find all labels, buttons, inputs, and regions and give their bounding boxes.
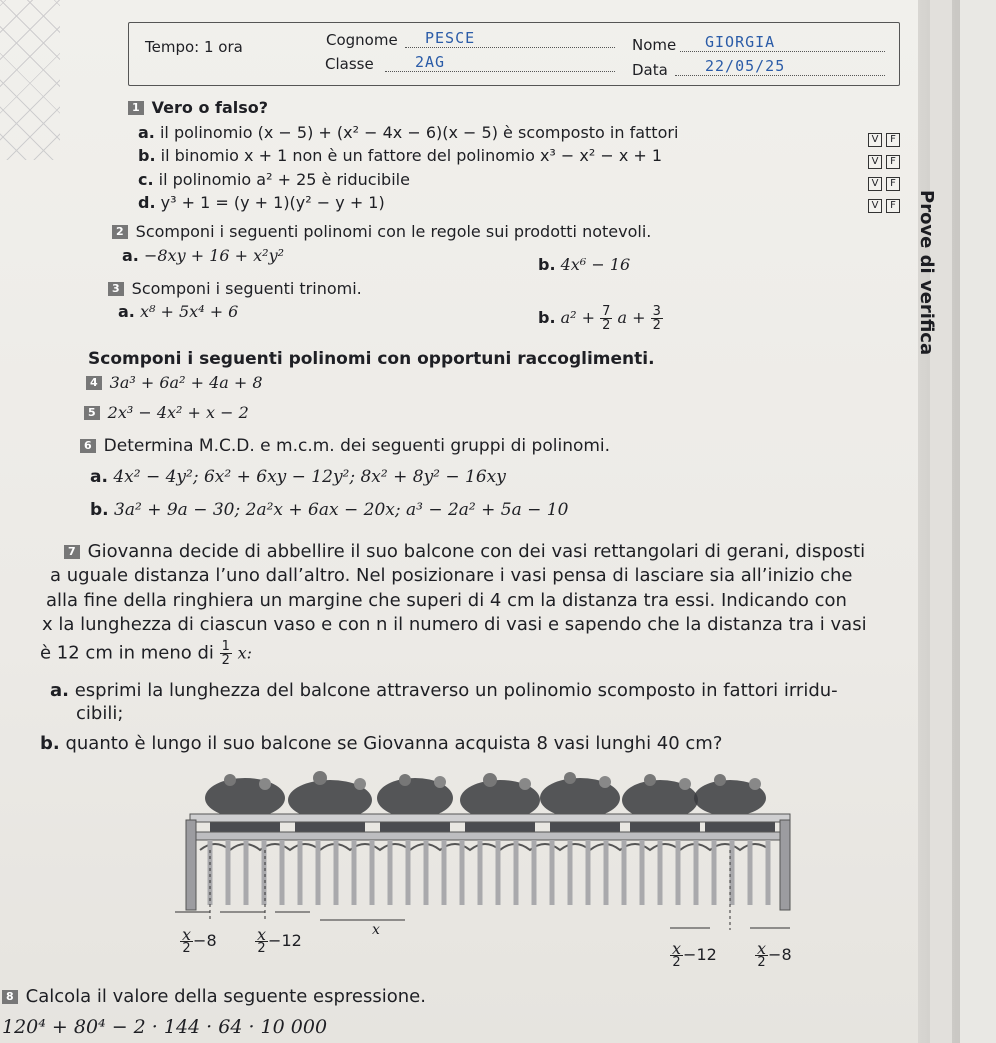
ex1-item-b	[138, 146, 662, 165]
ex7-frac-den: 2	[221, 653, 230, 668]
dim-label-5-den: 2	[757, 955, 766, 970]
ex4-number: 4	[86, 376, 102, 390]
dim-label-4-post: −12	[683, 945, 717, 964]
ex5-number: 5	[84, 406, 100, 420]
cognome-label: Cognome	[326, 31, 398, 49]
ex7-line1-text: Giovanna decide di abbellire il suo balcone con dei vasi rettangolari di gerani, disposti	[87, 541, 866, 562]
ex7-frac	[220, 640, 232, 667]
ex2-title-text: Scomponi i seguenti polinomi con le regole sui prodotti notevoli.	[135, 222, 652, 241]
ex2-b	[538, 255, 630, 274]
ex7-a-line2: cibili;	[76, 703, 124, 724]
ex3-b	[538, 305, 663, 332]
dim-label-4-den: 2	[672, 955, 681, 970]
ex6-title-text: Determina M.C.D. e m.c.m. dei seguenti gruppi di polinomi.	[103, 436, 611, 456]
ex2-title	[112, 222, 651, 241]
dim-label-5-post: −8	[768, 945, 792, 964]
ex7-line4: x la lunghezza di ciascun vaso e con n il numero di vasi e sapendo che la distanza tra i vasi	[42, 614, 867, 635]
ex7-number: 7	[64, 545, 80, 559]
v-checkbox-a[interactable]: V	[868, 133, 882, 147]
vf-b	[868, 155, 900, 169]
ex7-b-text: quanto è lungo il suo balcone se Giovanna acquista 8 vasi lunghi 40 cm?	[65, 733, 723, 754]
ex7-line1	[64, 541, 865, 562]
ex2-b-letter: b.	[538, 255, 556, 274]
ex8-number: 8	[2, 990, 18, 1004]
dim-label-1-den: 2	[182, 941, 191, 956]
ex2-b-expr: 4x⁶ − 16	[560, 255, 631, 274]
ex3-a	[118, 302, 238, 321]
ex1-item-d-letter: d.	[138, 193, 156, 212]
ex3-title-text: Scomponi i seguenti trinomi.	[131, 279, 362, 298]
ex6-b	[90, 500, 568, 520]
dim-label-1	[180, 925, 217, 956]
f-checkbox-a[interactable]: F	[886, 133, 900, 147]
ex7-a-line1	[50, 680, 838, 701]
dim-label-1-num: x	[182, 925, 192, 944]
ex2-a-letter: a.	[122, 246, 139, 265]
ex6-a-expr: 4x² − 4y²; 6x² + 6xy − 12y²; 8x² + 8y² − 16xy	[113, 467, 506, 487]
ex3-b-frac2-num: 3	[652, 304, 661, 319]
ex7-line2: a uguale distanza l’uno dall’altro. Nel posizionare i vasi pensa di lasciare sia all’inizio che	[50, 565, 853, 586]
ex2-a	[122, 246, 284, 265]
dim-label-2-den: 2	[257, 941, 266, 956]
ex3-b-frac1	[600, 305, 612, 332]
data-value[interactable]: 22/05/25	[705, 57, 786, 75]
dim-label-2	[255, 925, 302, 956]
ex1-item-b-letter: b.	[138, 146, 156, 165]
dim-label-2-num: x	[257, 925, 267, 944]
ex3-b-frac2-den: 2	[652, 318, 661, 333]
ex8-title	[2, 986, 426, 1007]
ex3-b-mid: a +	[617, 308, 646, 327]
ex3-b-letter: b.	[538, 308, 556, 327]
ex7-b-letter: b.	[40, 733, 60, 754]
ex3-title	[108, 279, 362, 298]
side-tab	[930, 0, 952, 1043]
ex7-line5	[40, 640, 252, 667]
ex5-expr: 2x³ − 4x² + x − 2	[107, 403, 249, 422]
ex1-item-a-letter: a.	[138, 123, 155, 142]
tempo-label: Tempo: 1 ora	[145, 38, 243, 56]
v-checkbox-c[interactable]: V	[868, 177, 882, 191]
classe-value[interactable]: 2AG	[415, 53, 446, 71]
ex7-a-text: esprimi la lunghezza del balcone attraverso un polinomio scomposto in fattori irridu-	[74, 680, 838, 701]
ex7-line5-post: x:	[237, 643, 253, 663]
ex3-b-pre: a² +	[560, 308, 596, 327]
ex8-expr: 120⁴ + 80⁴ − 2 · 144 · 64 · 10 000	[2, 1016, 328, 1038]
classe-label: Classe	[325, 55, 374, 73]
dim-label-2-post: −12	[268, 931, 302, 950]
v-checkbox-d[interactable]: V	[868, 199, 882, 213]
ex1-item-a-text: il polinomio (x − 5) + (x² − 4x − 6)(x − 5) è scomposto in fattori	[159, 123, 679, 142]
dim-label-4	[670, 939, 717, 970]
ex6-title	[80, 436, 610, 456]
ex1-title-text: Vero o falso?	[151, 98, 269, 117]
ex5	[84, 403, 249, 422]
vf-a	[868, 133, 900, 147]
ex1-number: 1	[128, 101, 144, 115]
dim-label-1-frac	[180, 925, 193, 956]
f-checkbox-d[interactable]: F	[886, 199, 900, 213]
nome-value[interactable]: GIORGIA	[705, 33, 776, 51]
ex6-b-letter: b.	[90, 500, 109, 520]
ex1-item-b-text: il binomio x + 1 non è un fattore del polinomio x³ − x² − x + 1	[160, 146, 663, 165]
section-heading: Scomponi i seguenti polinomi con opportuni raccoglimenti.	[88, 349, 655, 369]
ex3-a-letter: a.	[118, 302, 135, 321]
data-line	[675, 75, 885, 76]
side-label: Prove di verifica	[916, 190, 937, 356]
background-grid	[0, 0, 60, 160]
ex7-b	[40, 733, 722, 754]
ex7-line5-pre: è 12 cm in meno di	[40, 642, 214, 664]
ex6-b-expr: 3a² + 9a − 30; 2a²x + 6ax − 20x; a³ − 2a² + 5a − 10	[114, 500, 569, 520]
data-label: Data	[632, 61, 668, 79]
f-checkbox-b[interactable]: F	[886, 155, 900, 169]
dim-label-4-num: x	[672, 939, 682, 958]
ex3-b-frac1-num: 7	[602, 304, 611, 319]
ex6-a-letter: a.	[90, 467, 108, 487]
dim-label-3: x	[372, 922, 380, 938]
cognome-value[interactable]: PESCE	[425, 29, 476, 47]
f-checkbox-c[interactable]: F	[886, 177, 900, 191]
geranium-plants	[205, 771, 766, 820]
ex3-number: 3	[108, 282, 124, 296]
ex3-b-frac2	[651, 305, 663, 332]
cognome-line	[405, 47, 615, 48]
ex4	[86, 373, 263, 392]
ex1-item-c-letter: c.	[138, 170, 154, 189]
ex1-item-d-text: y³ + 1 = (y + 1)(y² − y + 1)	[160, 193, 385, 212]
ex4-expr: 3a³ + 6a² + 4a + 8	[109, 373, 263, 392]
ex6-number: 6	[80, 439, 96, 453]
ex1-item-c-text: il polinomio a² + 25 è riducibile	[158, 170, 410, 189]
classe-line	[385, 71, 615, 72]
ex7-frac-num: 1	[221, 639, 230, 654]
v-checkbox-b[interactable]: V	[868, 155, 882, 169]
dim-label-1-post: −8	[193, 931, 217, 950]
dim-label-2-frac	[255, 925, 268, 956]
ex7-line3: alla fine della ringhiera un margine che superi di 4 cm la distanza tra essi. Indicando con	[46, 590, 847, 611]
vf-c	[868, 177, 900, 191]
ex8-title-text: Calcola il valore della seguente espressione.	[25, 986, 426, 1007]
ex2-a-expr: −8xy + 16 + x²y²	[143, 246, 285, 265]
dim-label-5-num: x	[757, 939, 767, 958]
ex2-number: 2	[112, 225, 128, 239]
nome-label: Nome	[632, 36, 677, 54]
ex7-a-letter: a.	[50, 680, 69, 701]
header-box	[128, 22, 900, 86]
ex3-b-frac1-den: 2	[602, 318, 611, 333]
ex1-item-d	[138, 193, 385, 212]
nome-line	[680, 51, 885, 52]
ex1-title	[128, 98, 268, 117]
ex3-a-expr: x⁸ + 5x⁴ + 6	[139, 302, 239, 321]
ex1-item-a	[138, 123, 678, 142]
dim-label-5	[755, 939, 792, 970]
vf-d	[868, 199, 900, 213]
dim-label-4-frac	[670, 939, 683, 970]
dim-label-5-frac	[755, 939, 768, 970]
ex6-a	[90, 467, 506, 487]
ex1-item-c	[138, 170, 410, 189]
